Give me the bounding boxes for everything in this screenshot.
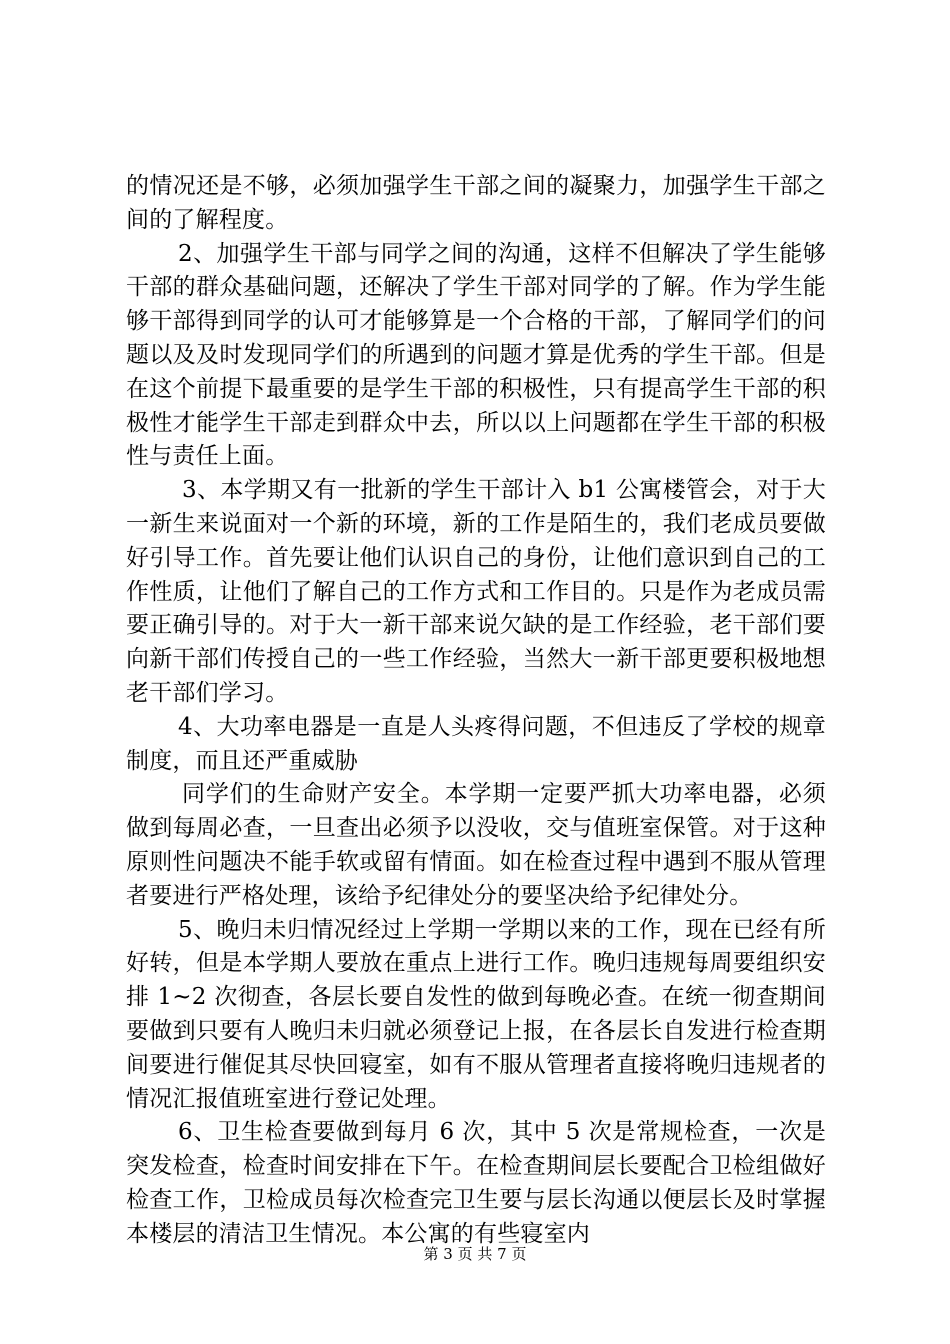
paragraph-item-2: 2、加强学生干部与同学之间的沟通，这样不但解决了学生能够干部的群众基础问题，还解决了学生干部对同学的了解。作为学生能够干部得到同学的认可才能够算是一个合格的干部，了解同学们的问题以及及时发现同学们的所遇到的问题才算是优秀的学生干部。但是在这个前提下最重要的是学生干部的积极性，只有提高学生干部的积极性才能学生干部走到群众中去，所以以上问题都在学生干部的积极性与责任上面。 (126, 240, 826, 470)
paragraph-item-6: 6、卫生检查要做到每月 6 次，其中 5 次是常规检查，一次是突发检查，检查时间安排在下午。在检查期间层长要配合卫检组做好检查工作，卫检成员每次检查完卫生要与层长沟通以便层长及时掌握本楼层的清洁卫生情况。本公寓的有些寝室内 (126, 1119, 826, 1247)
paragraph-item-4: 4、大功率电器是一直是人头疼得问题，不但违反了学校的规章制度，而且还严重威胁 (126, 713, 826, 774)
paragraph-item-3: 3、本学期又有一批新的学生干部计入 b1 公寓楼管会，对于大一新生来说面对一个新的环境，新的工作是陌生的，我们老成员要做好引导工作。首先要让他们认识自己的身份，让他们意识到自己的工作性质，让他们了解自己的工作方式和工作目的。只是作为老成员需要正确引导的。对于大一新干部来说欠缺的是工作经验，老干部们要向新干部们传授自己的一些工作经验，当然大一新干部更要积极地想老干部们学习。 (126, 477, 826, 706)
page-number-footer: 第 3 页 共 7 页 (423, 1245, 527, 1263)
paragraph-continuation: 的情况还是不够，必须加强学生干部之间的凝聚力，加强学生干部之间的了解程度。 (126, 173, 826, 233)
document-body (126, 170, 826, 1252)
paragraph-item-5: 5、晚归未归情况经过上学期一学期以来的工作，现在已经有所好转，但是本学期人要放在重点上进行工作。晚归违规每周要组织安排 1~2 次彻查，各层长要自发性的做到每晚必查。在统一彻查期间要做到只要有人晚归未归就必须登记上报，在各层长自发进行检查期间要进行催促其尽快回寝室，如有不服从管理者直接将晚归违规者的情况汇报值班室进行登记处理。 (126, 916, 826, 1112)
paragraph-item-4-continued: 同学们的生命财产安全。本学期一定要严抓大功率电器，必须做到每周必查，一旦查出必须予以没收，交与值班室保管。对于这种原则性问题决不能手软或留有情面。如在检查过程中遇到不服从管理者要进行严格处理，该给予纪律处分的要坚决给予纪律处分。 (126, 781, 826, 909)
